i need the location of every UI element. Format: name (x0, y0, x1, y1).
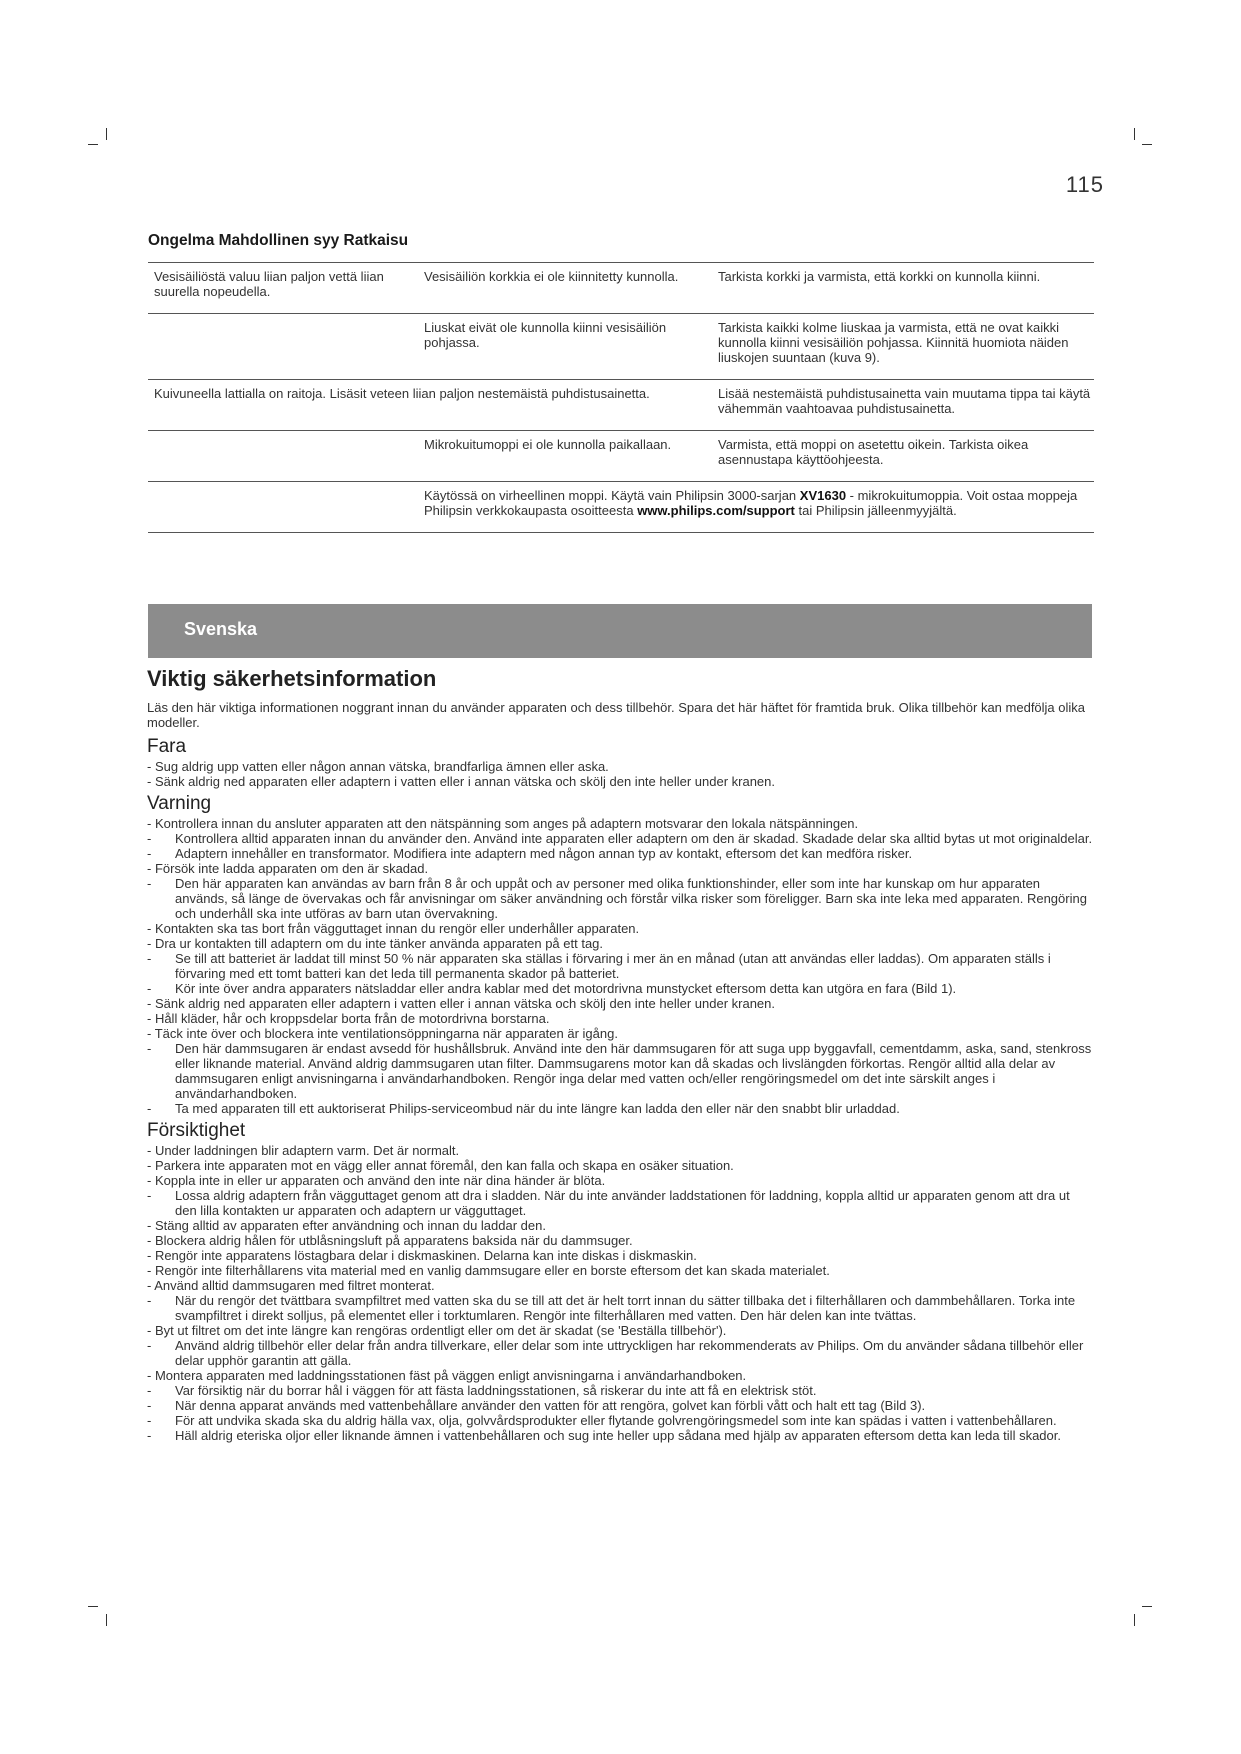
safety-item (147, 1428, 1093, 1443)
safety-item-text: - Blockera aldrig hålen för utblåsningsluft på apparatens baksida när du dammsuger. (147, 1233, 633, 1248)
safety-item-text: Kontrollera alltid apparaten innan du använder den. Använd inte apparaten eller adaptern om den är skadad. Skadade delar ska alltid bytas ut mot originaldelar. (175, 831, 1093, 846)
safety-item (147, 1338, 1093, 1368)
language-bar (148, 604, 1092, 658)
problem-cell (154, 320, 424, 365)
safety-item (147, 861, 1093, 876)
troubleshooting-table (148, 232, 1094, 533)
safety-item-text: Ta med apparaten till ett auktoriserat Philips-serviceombud när du inte längre kan ladda den eller när den snabbt blir urladdad. (175, 1101, 900, 1116)
solution-cell: Lisää nestemäistä puhdistusainetta vain muutama tippa tai käytä vähemmän vaahtoavaa puhdistusainetta. (718, 386, 1091, 416)
safety-item-text: - Sänk aldrig ned apparaten eller adaptern i vatten eller i annan vätska och skölj den inte heller under kranen. (147, 774, 776, 789)
table-row (148, 481, 1094, 533)
section-heading: Fara (147, 736, 187, 757)
safety-item (147, 816, 1093, 831)
table-row (148, 379, 1094, 430)
safety-item-text: Den här apparaten kan användas av barn från 8 år och uppåt och av personer med olika funktionshinder, eller som inte har kunskap om hur apparaten används, så länge de övervakas och får anvisningar om säker användning och förstår vilka risker som föreligger. Barn ska inte leka med apparaten. Rengöring och underhåll ska inte utföras av barn utan övervakning. (175, 876, 1087, 921)
bullet-dash: - (147, 1188, 152, 1203)
safety-item (147, 759, 1093, 774)
crop-mark-top-right (1134, 128, 1135, 140)
cause-solution-text-pre: Käytössä on virheellinen moppi. Käytä vain Philipsin 3000-sarjan (424, 488, 800, 503)
cause-cell: Liuskat eivät ole kunnolla kiinni vesisäiliön pohjassa. (424, 320, 667, 350)
safety-item (147, 936, 1093, 951)
bullet-dash: - (147, 981, 152, 996)
crop-mark-bottom-right (1134, 1614, 1135, 1626)
safety-item-text: - Kontakten ska tas bort från vägguttaget innan du rengör eller underhåller apparaten. (147, 921, 640, 936)
crop-mark-bottom-left (88, 1606, 98, 1607)
cause-solution-cell (424, 488, 1094, 518)
safety-item-text: Se till att batteriet är laddat till minst 50 % när apparaten ska ställas i förvaring i mer än en månad (utan att användas eller laddas). Om apparaten ställs i förvaring med ett tomt batteri kan det leda till permanenta skador på batteriet. (175, 951, 1051, 981)
section-heading: Varning (147, 793, 212, 814)
safety-item-text: - Kontrollera innan du ansluter apparaten att den nätspänning som anges på adaptern motsvarar den lokala nätspänningen. (147, 816, 859, 831)
safety-item-text: - Täck inte över och blockera inte ventilationsöppningarna när apparaten är igång. (147, 1026, 618, 1041)
safety-content (147, 666, 1093, 1443)
safety-item (147, 1413, 1093, 1428)
safety-item-text: Adaptern innehåller en transformator. Modifiera inte adaptern med någon annan typ av kontakt, eftersom det kan medföra risker. (175, 846, 913, 861)
safety-item-text: - Försök inte ladda apparaten om den är skadad. (147, 861, 429, 876)
safety-item (147, 1383, 1093, 1398)
cause-solution-text-post: tai Philipsin jälleenmyyjältä. (794, 503, 957, 518)
safety-item-text: När du rengör det tvättbara svampfiltret med vatten ska du se till att det är helt torrt innan du sätter tillbaka det i filterhållaren och dammbehållaren. Torka inte svampfiltret i direkt solljus, på elementet eller i torktumlaren. Rengör inte filterhållaren med vatten. Den här delen kan inte tvättas. (175, 1293, 1076, 1323)
crop-mark-bottom-right (1142, 1606, 1152, 1607)
bullet-dash: - (147, 951, 152, 966)
safety-item (147, 876, 1093, 921)
table-header: Ongelma Mahdollinen syy Ratkaisu (148, 232, 409, 249)
safety-item (147, 1011, 1093, 1026)
problem-cause-cell: Kuivuneella lattialla on raitoja. Lisäsit veteen liian paljon nestemäistä puhdistusainetta. (154, 386, 650, 401)
safety-item (147, 1323, 1093, 1338)
crop-mark-top-right (1142, 144, 1152, 145)
problem-cell (154, 488, 424, 518)
safety-item-text: - Under laddningen blir adaptern varm. Det är normalt. (147, 1143, 460, 1158)
safety-item (147, 1278, 1093, 1293)
model-number: XV1630 (799, 488, 847, 503)
problem-cell: Vesisäiliöstä valuu liian paljon vettä liian suurella nopeudella. (154, 269, 384, 299)
page-number: 115 (1065, 172, 1104, 197)
bullet-dash: - (147, 1041, 152, 1056)
safety-item (147, 774, 1093, 789)
safety-item (147, 1041, 1093, 1101)
safety-item (147, 1101, 1093, 1116)
bullet-dash: - (147, 1101, 152, 1116)
safety-item-text: - Sug aldrig upp vatten eller någon annan vätska, brandfarliga ämnen eller aska. (147, 759, 609, 774)
safety-item (147, 1293, 1093, 1323)
cause-cell: Mikrokuitumoppi ei ole kunnolla paikallaan. (424, 437, 672, 452)
problem-cell (154, 437, 424, 467)
safety-item-text: När denna apparat används med vattenbehållare använder den vatten för att rengöra, golvet kan förbli vått och halt ett tag (Bild 3). (175, 1398, 926, 1413)
table-row (148, 262, 1094, 313)
safety-item (147, 1248, 1093, 1263)
bullet-dash: - (147, 1398, 152, 1413)
intro-paragraph: Läs den här viktiga informationen noggrant innan du använder apparaten och dess tillbehör. Spara det här häftet för framtida bruk. Olika tillbehör kan medfölja olika modeller. (147, 700, 1086, 730)
crop-mark-top-left (88, 144, 98, 145)
page-title: Viktig säkerhetsinformation (147, 666, 437, 691)
support-url[interactable]: www.philips.com/support (637, 503, 795, 518)
bullet-dash: - (147, 1383, 152, 1398)
bullet-dash: - (147, 1293, 152, 1308)
safety-item-text: Använd aldrig tillbehör eller delar från andra tillverkare, eller delar som inte uttryckligen har rekommenderats av Philips. Om du använder sådana tillbehör eller delar upphör garantin att gälla. (175, 1338, 1084, 1368)
safety-item-text: - Parkera inte apparaten mot en vägg eller annat föremål, den kan falla och skapa en osäker situation. (147, 1158, 734, 1173)
language-label: Svenska (184, 619, 258, 639)
sections-container (147, 736, 1093, 1443)
bullet-dash: - (147, 1428, 152, 1443)
safety-item (147, 951, 1093, 981)
safety-item-text: - Använd alltid dammsugaren med filtret monterat. (147, 1278, 435, 1293)
safety-item (147, 1233, 1093, 1248)
safety-item (147, 981, 1093, 996)
section-heading: Försiktighet (147, 1120, 246, 1141)
bullet-dash: - (147, 876, 152, 891)
safety-item (147, 1158, 1093, 1173)
safety-item-text: - Håll kläder, hår och kroppsdelar borta från de motordrivna borstarna. (147, 1011, 550, 1026)
cause-solution-text-mid: - mikrokuitumoppia. Voit ostaa moppeja Philipsin verkkokaupasta osoitteesta (424, 488, 1078, 518)
safety-item-text: Lossa aldrig adaptern från vägguttaget genom att dra i sladden. När du inte använder laddstationen för laddning, koppla alltid ur apparaten genom att dra ut den lilla kontakten ur apparaten och adaptern ur vägguttaget. (175, 1188, 1070, 1218)
safety-item-text: Häll aldrig eteriska oljor eller liknande ämnen i vattenbehållaren och sug inte heller upp sådana med hjälp av apparaten eftersom detta kan leda till skador. (175, 1428, 1061, 1443)
safety-item (147, 1263, 1093, 1278)
solution-cell: Tarkista kaikki kolme liuskaa ja varmista, että ne ovat kaikki kunnolla kiinni vesisäiliön pohjassa. Kiinnitä huomiota näiden liuskojen suuntaan (kuva 9). (718, 320, 1069, 365)
safety-item-text: - Rengör inte apparatens löstagbara delar i diskmaskinen. Delarna kan inte diskas i diskmaskin. (147, 1248, 697, 1263)
safety-item-text: - Byt ut filtret om det inte längre kan rengöras ordentligt eller om det är skadat (se 'Beställa tillbehör'). (147, 1323, 727, 1338)
bullet-dash: - (147, 1338, 152, 1353)
safety-item (147, 846, 1093, 861)
safety-item-text: Var försiktig när du borrar hål i väggen för att fästa laddningsstationen, så riskerar du inte att få en elektrisk stöt. (175, 1383, 817, 1398)
safety-item-text: Kör inte över andra apparaters nätsladdar eller andra kablar med det motordrivna munstycket eftersom detta kan utgöra en fara (Bild 1). (175, 981, 957, 996)
safety-item (147, 1398, 1093, 1413)
bullet-dash: - (147, 846, 152, 861)
bullet-dash: - (147, 831, 152, 846)
safety-item (147, 996, 1093, 1011)
safety-item-text: För att undvika skada ska du aldrig hälla vax, olja, golvvårdsprodukter eller flytande golvrengöringsmedel som inte kan spädas i vatten i vattenbehållaren. (175, 1413, 1057, 1428)
safety-item-text: Den här dammsugaren är endast avsedd för hushållsbruk. Använd inte den här dammsugaren för att suga upp byggavfall, cementdamm, aska, sand, stenkross eller liknande material. Använd aldrig dammsugaren utan filter. Dammsugarens motor kan då skadas och livslängden förkortas. Rengör alltid alla delar av dammsugaren enligt anvisningarna i användarhandboken. Rengör inga delar med vatten och/eller rengöringsmedel om det inte särskilt anges i användarhandboken. (175, 1041, 1092, 1101)
safety-item-text: - Montera apparaten med laddningsstationen fäst på väggen enligt anvisningarna i användarhandboken. (147, 1368, 747, 1383)
safety-item (147, 1188, 1093, 1218)
safety-item (147, 831, 1093, 846)
table-row (148, 313, 1094, 379)
safety-item-text: - Dra ur kontakten till adaptern om du inte tänker använda apparaten på ett tag. (147, 936, 604, 951)
bullet-dash: - (147, 1413, 152, 1428)
safety-item-text: - Stäng alltid av apparaten efter användning och innan du laddar den. (147, 1218, 546, 1233)
table-row (148, 430, 1094, 481)
safety-item (147, 1026, 1093, 1041)
safety-item-text: - Koppla inte in eller ur apparaten och använd den inte när dina händer är blöta. (147, 1173, 606, 1188)
safety-item (147, 1218, 1093, 1233)
safety-item (147, 1143, 1093, 1158)
safety-item-text: - Rengör inte filterhållarens vita material med en vanlig dammsugare eller en borste eftersom det kan skada materialet. (147, 1263, 830, 1278)
solution-cell: Varmista, että moppi on asetettu oikein. Tarkista oikea asennustapa käyttöohjeesta. (718, 437, 1029, 467)
crop-mark-top-left (106, 128, 107, 140)
crop-mark-bottom-left (106, 1614, 107, 1626)
cause-cell: Vesisäiliön korkkia ei ole kiinnitetty kunnolla. (424, 269, 679, 284)
solution-cell: Tarkista korkki ja varmista, että korkki on kunnolla kiinni. (718, 269, 1041, 284)
safety-item (147, 921, 1093, 936)
safety-item (147, 1173, 1093, 1188)
safety-item (147, 1368, 1093, 1383)
safety-item-text: - Sänk aldrig ned apparaten eller adaptern i vatten eller i annan vätska och skölj den inte heller under kranen. (147, 996, 776, 1011)
